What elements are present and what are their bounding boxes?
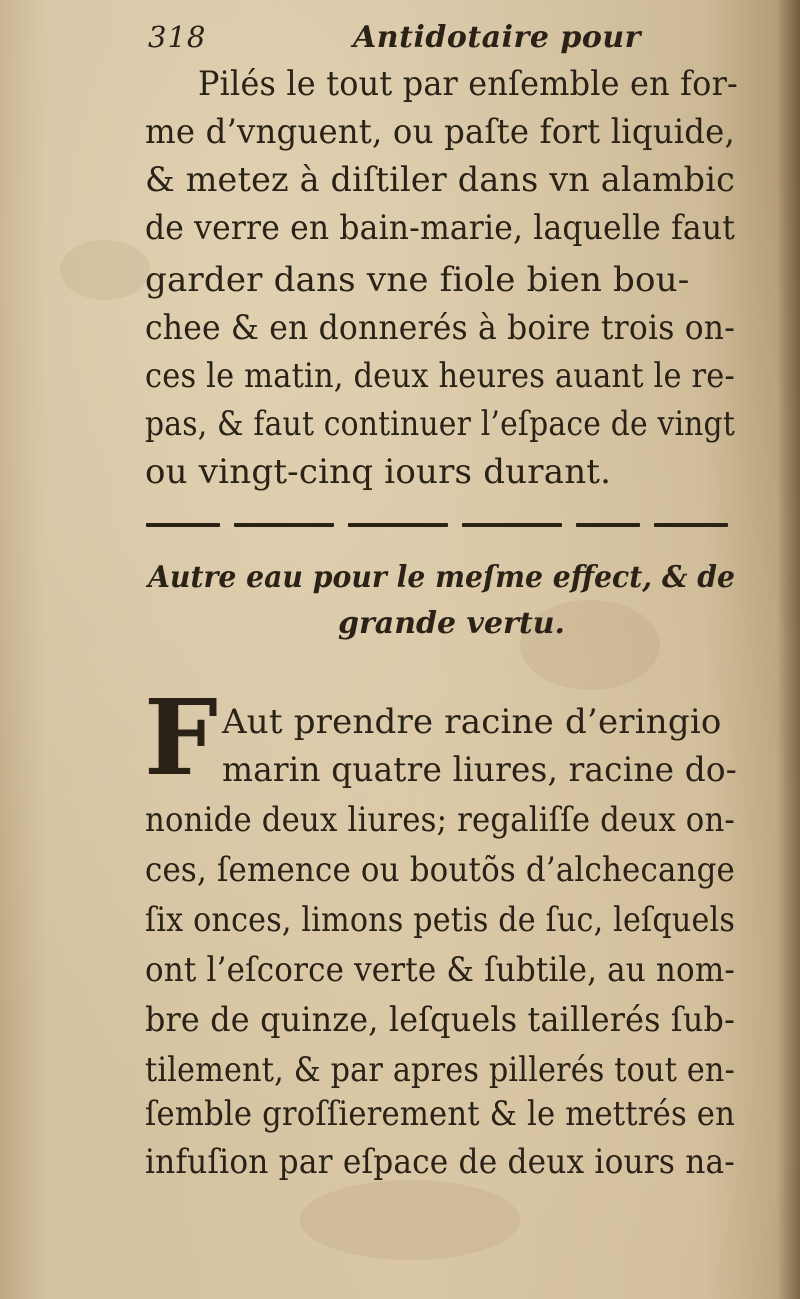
text-line: & metez à diſtiler dans vn alambic — [145, 160, 735, 200]
text-line: Pilés le tout par enſemble en for- — [198, 64, 738, 104]
text-line: bre de quinze, leſquels taillerés ſub- — [145, 1000, 735, 1040]
text-line: pas, & faut continuer l’eſpace de vingt — [145, 404, 735, 444]
paper-stain — [60, 240, 150, 300]
section-heading-line-1: Autre eau pour le meſme effect, & de — [148, 560, 735, 595]
text-line: ces, ſemence ou boutõs d’alchecange — [145, 850, 735, 890]
text-line: ſix onces, limons petis de ſuc, leſquels — [145, 900, 735, 940]
text-line: me d’vnguent, ou paſte fort liquide, — [145, 112, 735, 152]
section-heading-line-2: grande vertu. — [338, 606, 565, 641]
text-line: marin quatre liures, racine do- — [222, 750, 737, 790]
section-divider — [146, 519, 728, 531]
text-line: nonide deux liures; regaliſſe deux on- — [145, 800, 735, 840]
text-line: infuſion par eſpace de deux iours na- — [145, 1142, 735, 1182]
text-line: ces le matin, deux heures auant le re- — [145, 356, 735, 396]
page-edge-shadow — [778, 0, 800, 1299]
page-number: 318 — [148, 20, 207, 54]
text-line: ſemble groſſierement & le mettrés en — [145, 1094, 735, 1134]
text-line: de verre en bain-marie, laquelle faut — [145, 208, 735, 248]
running-head: Antidotaire pour — [353, 20, 641, 55]
text-line: Aut prendre racine d’eringio — [222, 702, 722, 742]
text-line: garder dans vne fiole bien bou- — [145, 260, 690, 300]
text-line: chee & en donnerés à boire trois on- — [145, 308, 735, 348]
text-line: ont l’eſcorce verte & ſubtile, au nom- — [145, 950, 735, 990]
drop-cap: F — [144, 676, 218, 799]
paper-stain — [300, 1180, 520, 1260]
text-line: ou vingt-cinq iours durant. — [145, 452, 612, 492]
text-line: tilement, & par apres pillerés tout en- — [145, 1050, 735, 1090]
